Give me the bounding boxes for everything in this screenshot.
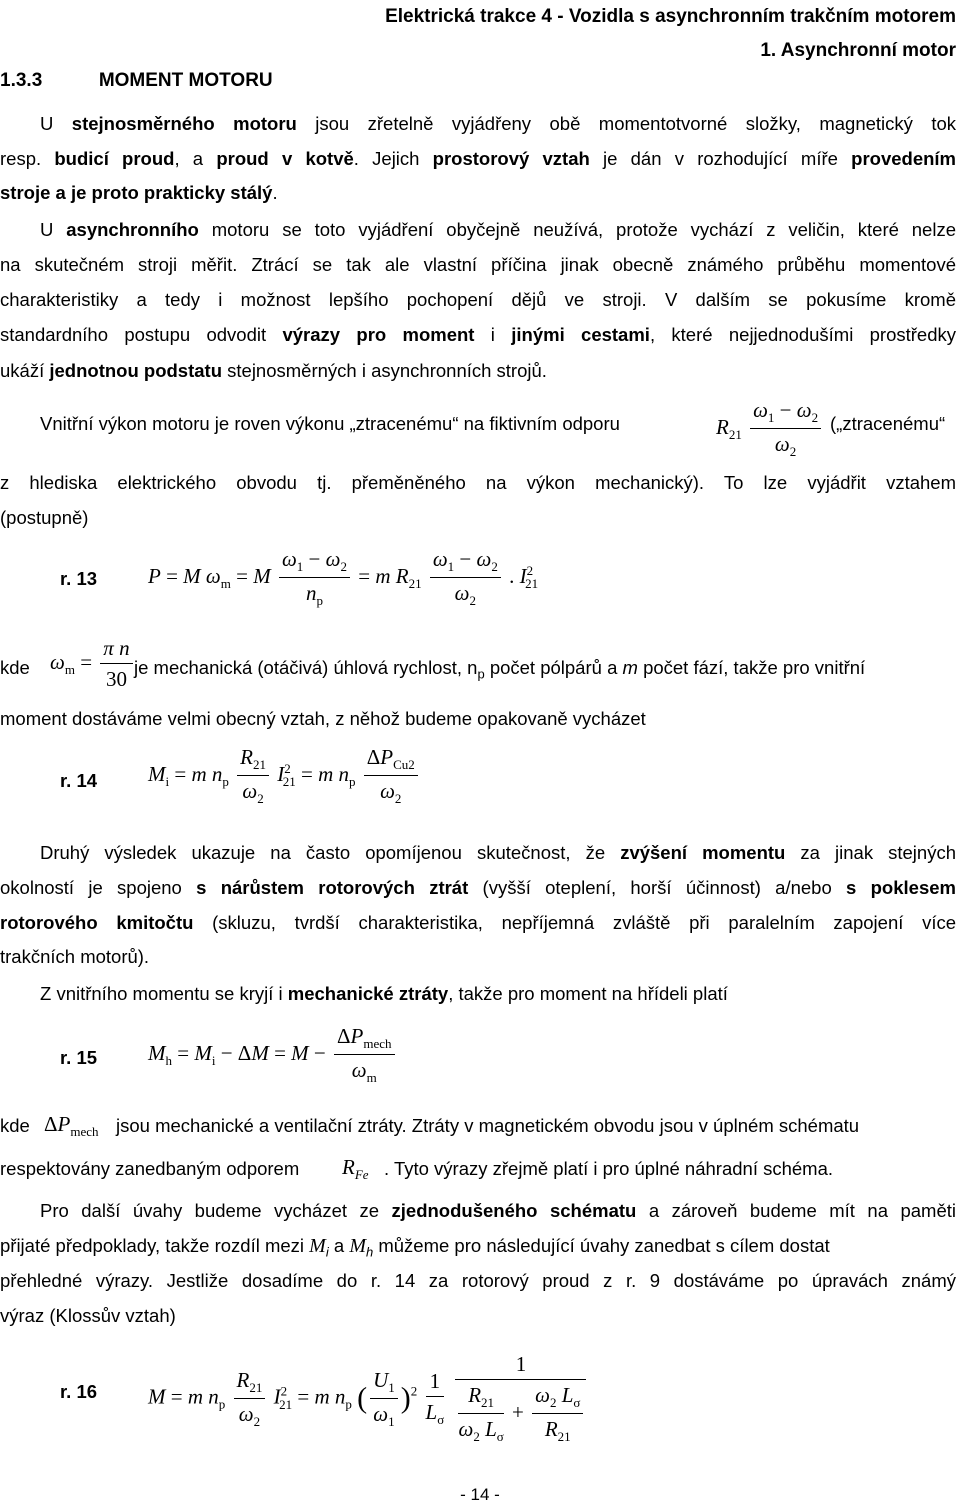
- inline-omega-m: $\omega_m$ = $\frac{\text{π n}}{30}$: [50, 636, 136, 692]
- p7-line2-text: respektovány zanedbaným odporem: [0, 1158, 300, 1179]
- p3-line2: z hlediska elektrického obvodu tj. přeměněného na výkon mechanický). To lze vyjádřit vztahem: [0, 472, 956, 493]
- equation-label-r16: r. 16: [60, 1381, 98, 1402]
- equation-r13: P = M $\omega_m = M$ $\frac{\omega_1 - \omega_2}{n_p}$ = m $R_{21}$ $\frac{\omega_1 - \omega_2}{\omega_2}$ . $I^2_{21}$: [148, 547, 539, 609]
- p2-line3: charakteristiky a tedy i možnost lepšího pochopení dějů ve stroji. V dalším se pokusíme kromě: [0, 289, 956, 310]
- inline-delta-pmech: $\Delta P_{mech}$: [44, 1112, 99, 1140]
- inline-fraction-r21: $R_{21}$ $\frac{\omega_1 - \omega_2}{\omega_2}$: [716, 398, 824, 460]
- p6-line1: Z vnitřního momentu se kryjí i mechanické ztráty, takže pro moment na hřídeli platí: [40, 983, 728, 1004]
- inline-r-fe: $R_{Fe}$: [342, 1155, 369, 1183]
- p8-line1: Pro další úvahy budeme vycházet ze zjednodušeného schématu a zároveň budeme mít na paměti: [40, 1200, 956, 1221]
- p7-line1-text: jsou mechanické a ventilační ztráty. Ztráty v magnetickém obvodu jsou v úplném schématu: [116, 1115, 860, 1136]
- p7-kde: kde: [0, 1115, 30, 1136]
- p3-line1-text: Vnitřní výkon motoru je roven výkonu „ztracenému“ na fiktivním odporu: [40, 413, 620, 434]
- equation-label-r14: r. 14: [60, 770, 98, 791]
- p5-line4: trakčních motorů).: [0, 946, 150, 967]
- p2-line5: ukáží jednotnou podstatu stejnosměrných i asynchronních strojů.: [0, 360, 547, 381]
- equation-label-r13: r. 13: [60, 568, 98, 589]
- equation-r16: M = m $n_p$ $\frac{R_{21}}{\omega_2}$ $I^2_{21} = m$ $n_p$ ( $\frac{U_1}{\omega_1}$ )$^2$ $\frac{1}{L_\sigma}$ 1 $\frac{R_{21}}{\omega_2 L_\sigma}$ + $\frac{\omega_2 L_\sigma}{R_{21}}$: [148, 1352, 589, 1445]
- p8-line4: výraz (Klossův vztah): [0, 1305, 176, 1326]
- p8-line3: přehledné výrazy. Jestliže dosadíme do r. 14 za rotorový proud z r. 9 dostáváme po úpravách známý: [0, 1270, 956, 1291]
- document-header-title: Elektrická trakce 4 - Vozidla s asynchronním trakčním motorem: [385, 6, 956, 27]
- p1-line3: stroje a je proto prakticky stálý.: [0, 182, 278, 203]
- section-title: MOMENT MOTORU: [98, 70, 273, 91]
- p5-line2: okolností je spojeno s nárůstem rotorových ztrát (vyšší oteplení, horší účinnost) a/nebo s poklesem: [0, 877, 956, 898]
- p8-line2: přijaté předpoklady, takže rozdíl mezi $M_i$ a $M_h$ můžeme pro následující úvahy zanedbat s cílem dostat: [0, 1235, 830, 1260]
- p5-line1: Druhý výsledek ukazuje na často opomíjenou skutečnost, že zvýšení momentu za jinak stejných: [40, 842, 956, 863]
- p5-line3: rotorového kmitočtu (skluzu, tvrdší charakteristika, nepříjemná zvláště při paralelním zapojení více: [0, 912, 957, 933]
- equation-r14: $M_i = m$ $n_p$ $\frac{R_{21}}{\omega_2}$ $I^2_{21} = m$ $n_p$ $\frac{\Delta P_{Cu2}}{\omega_2}$: [148, 745, 421, 807]
- equation-r15: $M_h = M_i - \Delta M = M$ − $\frac{\Delta P_{mech}}{\omega_m}$: [148, 1024, 398, 1086]
- page-number: - 14 -: [460, 1485, 500, 1504]
- section-number: 1.3.3: [0, 70, 43, 91]
- p3-line3: (postupně): [0, 507, 89, 528]
- document-header-subtitle: 1. Asynchronní motor: [760, 40, 956, 61]
- p2-line1: U asynchronního motoru se toto vyjádření obyčejně neužívá, protože vychází z veličin, které nelze: [40, 219, 956, 240]
- p2-line4: standardního postupu odvodit výrazy pro moment i jinými cestami, které nejjednodušími prostředky: [0, 324, 957, 345]
- section-heading: [0, 70, 273, 92]
- p2-line2: na skutečném stroji měřit. Ztrácí se tak ale vlastní příčina jinak obecně známého průběhu momentové: [0, 254, 956, 275]
- p1-line1: U stejnosměrného motoru jsou zřetelně vyjádřeny obě momentotvorné složky, magnetický tok: [40, 113, 957, 134]
- p4-line1-text: je mechanická (otáčivá) úhlová rychlost, $n_p$ počet pólpárů a m počet fází, takže pro vnitřní: [134, 657, 866, 682]
- equation-label-r15: r. 15: [60, 1047, 98, 1068]
- p4-line2: moment dostáváme velmi obecný vztah, z něhož budeme opakovaně vycházet: [0, 708, 646, 729]
- p3-line1-end: („ztracenému“: [830, 413, 946, 434]
- p1-line2: resp. budicí proud, a proud v kotvě. Jejich prostorový vztah je dán v rozhodující míře provedením: [0, 148, 956, 169]
- p7-line2-end: . Tyto výrazy zřejmě platí i pro úplné náhradní schéma.: [384, 1158, 834, 1179]
- p4-kde: kde: [0, 657, 30, 678]
